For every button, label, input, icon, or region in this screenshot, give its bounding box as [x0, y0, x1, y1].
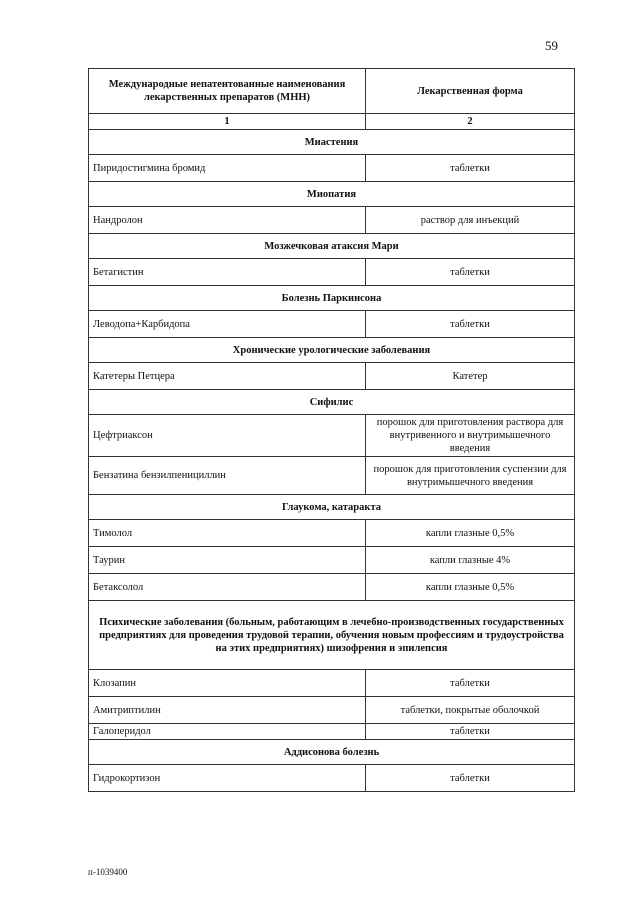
table-row — [89, 457, 575, 495]
dosage-form: капли глазные 0,5% — [366, 574, 575, 601]
section-row — [89, 390, 575, 415]
document-code: п-1039400 — [88, 867, 128, 877]
section-title: Аддисонова болезнь — [89, 740, 575, 765]
drug-name: Катетеры Петцера — [89, 363, 366, 390]
section-row — [89, 601, 575, 670]
header-inn: Международные непатентованные наименования лекарственных препаратов (МНН) — [89, 69, 366, 114]
section-row — [89, 130, 575, 155]
dosage-form: таблетки — [366, 259, 575, 286]
section-title: Миастения — [89, 130, 575, 155]
section-title: Сифилис — [89, 390, 575, 415]
drug-name: Амитриптилин — [89, 697, 366, 724]
table-row — [89, 724, 575, 740]
table-row — [89, 547, 575, 574]
table-row — [89, 207, 575, 234]
section-title: Глаукома, катаракта — [89, 495, 575, 520]
dosage-form: капли глазные 0,5% — [366, 520, 575, 547]
header-dosage-form: Лекарственная форма — [366, 69, 575, 114]
table-row — [89, 259, 575, 286]
section-row — [89, 338, 575, 363]
drug-name: Таурин — [89, 547, 366, 574]
table-row — [89, 670, 575, 697]
drug-name: Гидрокортизон — [89, 765, 366, 792]
table-row — [89, 520, 575, 547]
table-row — [89, 311, 575, 338]
page-number: 59 — [545, 38, 558, 53]
section-row — [89, 182, 575, 207]
dosage-form: таблетки — [366, 670, 575, 697]
dosage-form: Катетер — [366, 363, 575, 390]
section-row — [89, 740, 575, 765]
dosage-form: таблетки — [366, 765, 575, 792]
table-row — [89, 155, 575, 182]
dosage-form: таблетки — [366, 155, 575, 182]
dosage-form: капли глазные 4% — [366, 547, 575, 574]
drug-name: Клозапин — [89, 670, 366, 697]
table-row — [89, 574, 575, 601]
drug-name: Галоперидол — [89, 724, 366, 740]
column-number-row — [89, 114, 575, 130]
section-title: Мозжечковая атаксия Мари — [89, 234, 575, 259]
dosage-form: таблетки, покрытые оболочкой — [366, 697, 575, 724]
dosage-form: раствор для инъекций — [366, 207, 575, 234]
drug-name: Нандролон — [89, 207, 366, 234]
drug-name: Пиридостигмина бромид — [89, 155, 366, 182]
table-row — [89, 697, 575, 724]
section-title: Болезнь Паркинсона — [89, 286, 575, 311]
medication-table — [88, 68, 575, 792]
dosage-form: таблетки — [366, 724, 575, 740]
table-row — [89, 363, 575, 390]
section-row — [89, 286, 575, 311]
dosage-form: порошок для приготовления раствора для внутривенного и внутримышечного введения — [366, 415, 575, 457]
section-title: Миопатия — [89, 182, 575, 207]
drug-name: Бензатина бензилпенициллин — [89, 457, 366, 495]
column-number-2: 2 — [366, 114, 575, 130]
dosage-form: порошок для приготовления суспензии для внутримышечного введения — [366, 457, 575, 495]
dosage-form: таблетки — [366, 311, 575, 338]
drug-name: Бетаксолол — [89, 574, 366, 601]
section-row — [89, 234, 575, 259]
section-title: Психические заболевания (больным, работающим в лечебно-производственных государственных предприятиях для проведения трудовой терапии, обучения новым профессиям и трудоустройства на этих предприятиях) шизофрения и эпилепсия — [89, 601, 575, 670]
column-number-1: 1 — [89, 114, 366, 130]
drug-name: Бетагистин — [89, 259, 366, 286]
drug-name: Леводопа+Карбидопа — [89, 311, 366, 338]
drug-name: Тимолол — [89, 520, 366, 547]
drug-name: Цефтриаксон — [89, 415, 366, 457]
table-row — [89, 765, 575, 792]
table-row — [89, 415, 575, 457]
section-row — [89, 495, 575, 520]
section-title: Хронические урологические заболевания — [89, 338, 575, 363]
table-header-row — [89, 69, 575, 114]
